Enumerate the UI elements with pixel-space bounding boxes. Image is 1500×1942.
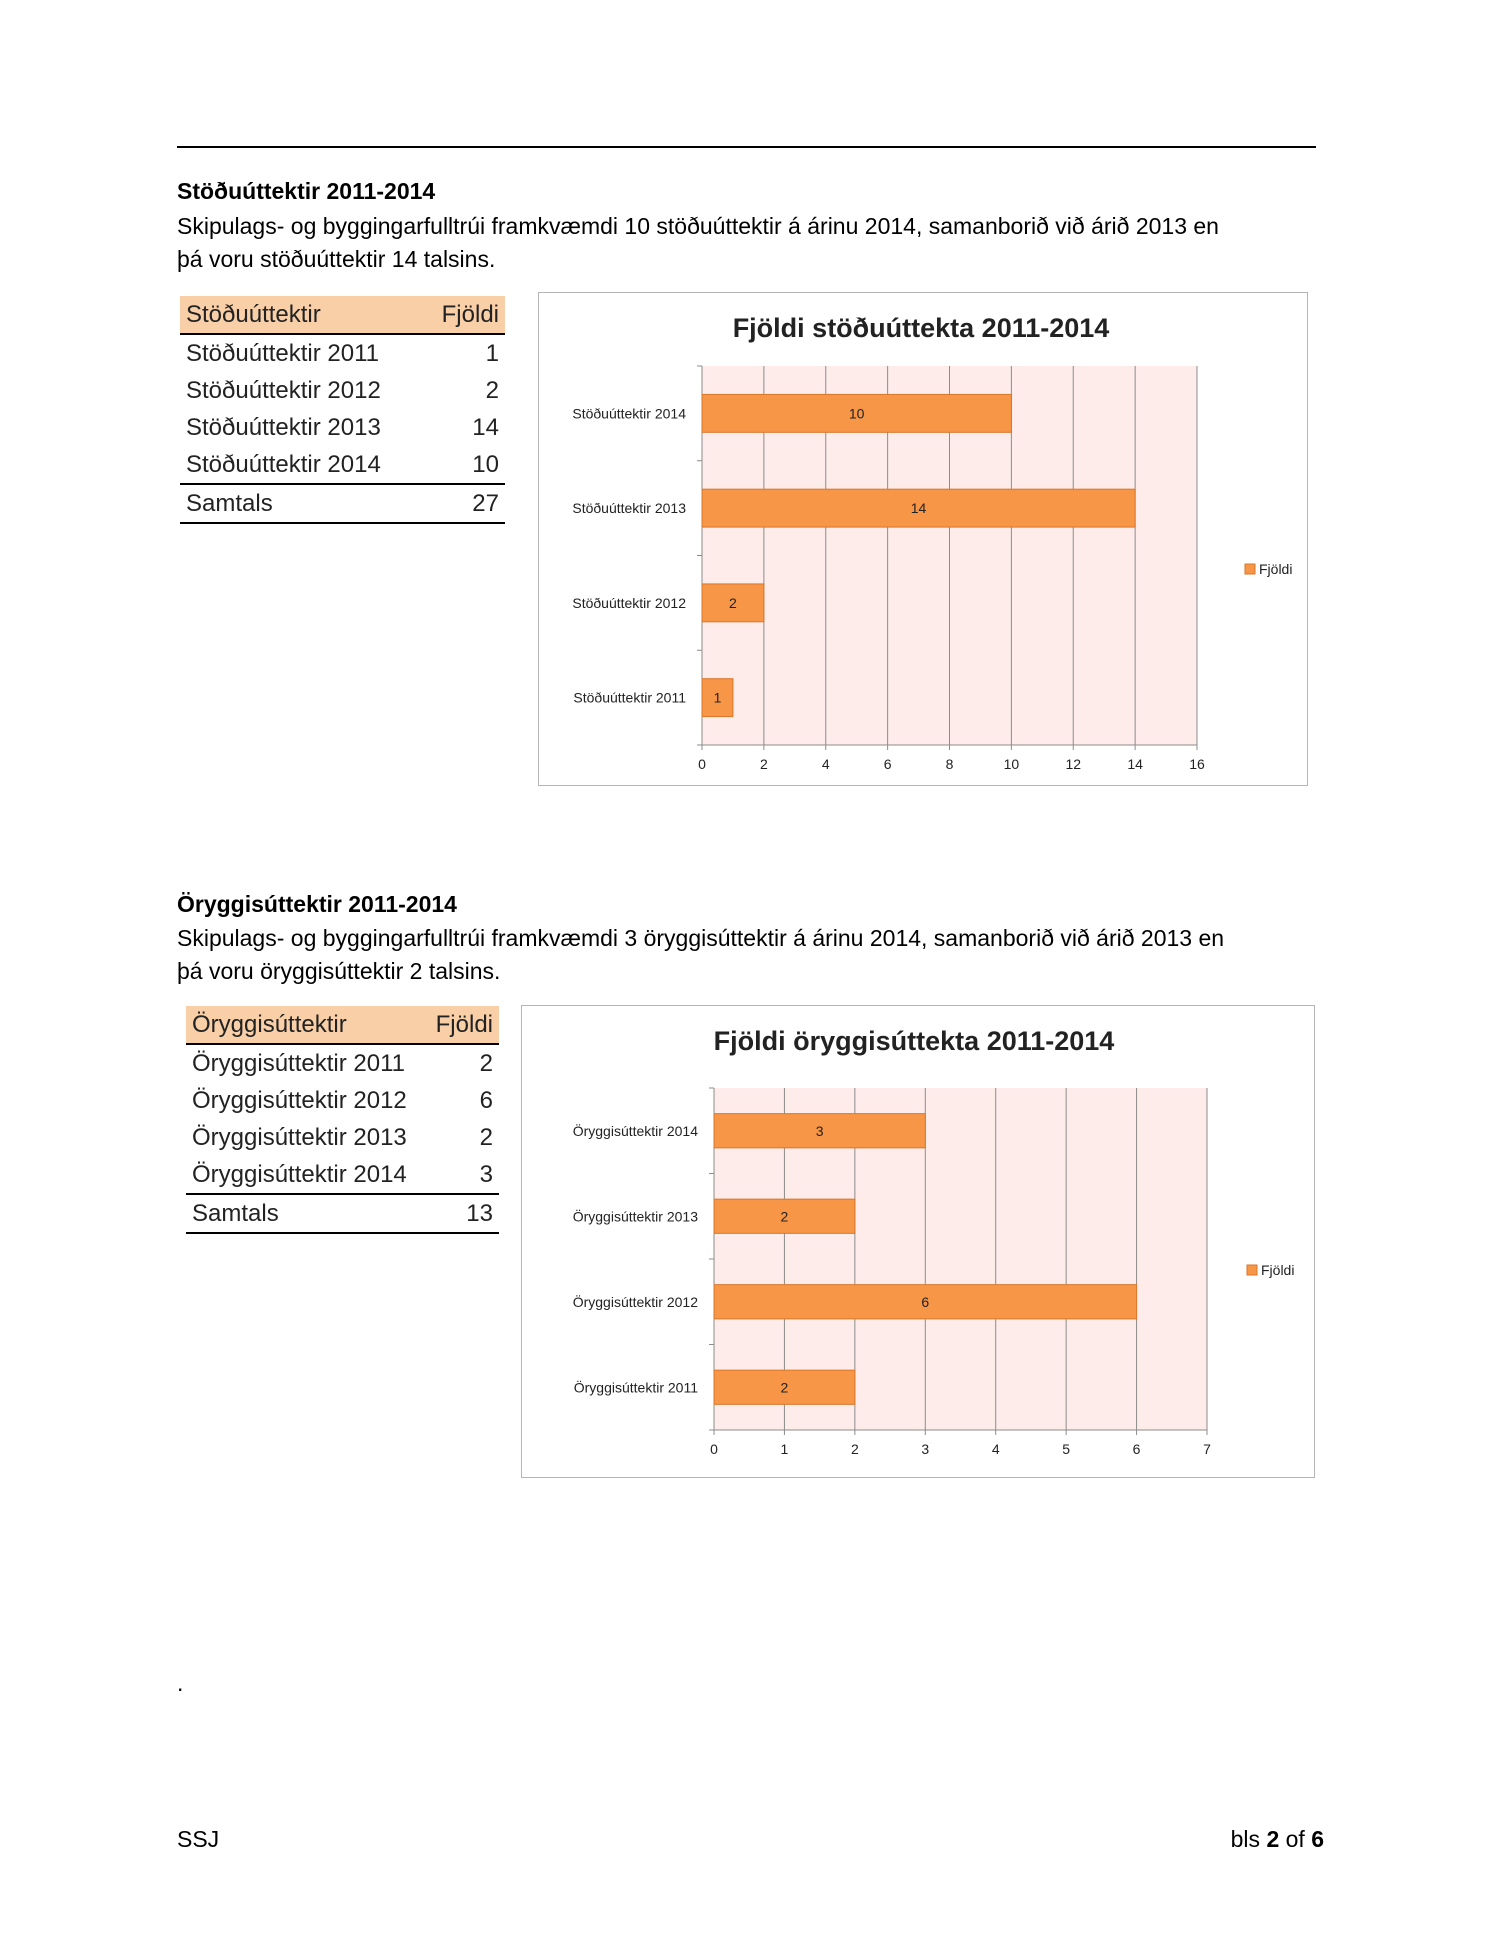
category-label: Stöðuúttektir 2014 xyxy=(572,405,686,422)
chart1-svg xyxy=(539,293,1307,785)
table-row xyxy=(180,372,505,409)
x-tick-label: 4 xyxy=(991,1441,1000,1457)
table-total-label: Samtals xyxy=(186,1194,426,1233)
table-row xyxy=(186,1044,499,1082)
data-label: 1 xyxy=(713,689,722,706)
x-tick-label: 14 xyxy=(1127,756,1143,772)
table-total-label: Samtals xyxy=(180,484,423,523)
chart-title: Fjöldi öryggisúttekta 2011-2014 xyxy=(713,1026,1115,1056)
section2-heading: Öryggisúttektir 2011-2014 xyxy=(177,891,457,917)
x-tick-label: 2 xyxy=(759,756,768,772)
table-cell-value: 2 xyxy=(479,1049,493,1077)
table-row xyxy=(180,446,505,484)
category-label: Öryggisúttektir 2011 xyxy=(573,1379,698,1396)
chart-title: Fjöldi stöðuúttekta 2011-2014 xyxy=(732,313,1110,343)
legend-swatch xyxy=(1245,564,1255,574)
chart2-svg xyxy=(522,1006,1314,1477)
table-total-value: 13 xyxy=(426,1194,499,1233)
table-cell-value: 2 xyxy=(479,1123,493,1151)
x-tick-label: 5 xyxy=(1062,1441,1071,1457)
x-tick-label: 0 xyxy=(698,756,706,772)
category-label: Öryggisúttektir 2013 xyxy=(572,1208,698,1225)
section1-heading: Stöðuúttektir 2011-2014 xyxy=(177,178,436,204)
page-current: 2 xyxy=(1266,1826,1280,1852)
table-cell-label: Stöðuúttektir 2014 xyxy=(186,450,381,478)
x-tick-label: 7 xyxy=(1203,1441,1211,1457)
legend-label: Fjöldi xyxy=(1259,561,1293,577)
table-cell-label: Stöðuúttektir 2013 xyxy=(186,413,381,441)
table-cell-value: 3 xyxy=(479,1160,493,1188)
section1-para-line1: Skipulags- og byggingarfulltrúi framkvæmdi 10 stöðuúttektir á árinu 2014, samanborið við árið 2013 en xyxy=(177,213,1219,239)
category-label: Öryggisúttektir 2014 xyxy=(572,1122,698,1139)
section1-paragraph xyxy=(177,210,1337,276)
x-tick-label: 3 xyxy=(921,1441,930,1457)
category-label: Stöðuúttektir 2011 xyxy=(573,689,686,706)
category-label: Stöðuúttektir 2013 xyxy=(572,500,686,517)
x-tick-label: 16 xyxy=(1189,756,1205,772)
x-tick-label: 2 xyxy=(850,1441,859,1457)
x-tick-label: 0 xyxy=(710,1441,718,1457)
table-header-value: Fjöldi xyxy=(423,296,505,334)
table-cell-value: 1 xyxy=(485,339,499,367)
data-label: 2 xyxy=(780,1379,789,1396)
section2-para-line1: Skipulags- og byggingarfulltrúi framkvæmdi 3 öryggisúttektir á árinu 2014, samanborið við árið 2013 en xyxy=(177,925,1225,951)
table-cell-value: 14 xyxy=(472,413,499,441)
table-header-label: Stöðuúttektir xyxy=(180,296,423,334)
chart1-container xyxy=(538,292,1308,786)
page-of: of xyxy=(1285,1826,1305,1852)
table-cell-label: Stöðuúttektir 2011 xyxy=(186,339,380,367)
table-cell-value: 2 xyxy=(485,376,499,404)
data-label: 2 xyxy=(780,1208,789,1225)
footer-page-number xyxy=(1231,1826,1324,1853)
table-row xyxy=(180,409,505,446)
table-header-label: Öryggisúttektir xyxy=(186,1006,426,1044)
table-header-value: Fjöldi xyxy=(426,1006,499,1044)
section2-paragraph xyxy=(177,922,1337,988)
section1-para-line2: þá voru stöðuúttektir 14 talsins. xyxy=(177,246,496,272)
category-label: Öryggisúttektir 2012 xyxy=(572,1293,698,1310)
x-tick-label: 10 xyxy=(1003,756,1020,772)
table-total-row xyxy=(186,1194,499,1233)
footer-author: SSJ xyxy=(177,1826,220,1852)
table-row xyxy=(180,334,505,372)
x-tick-label: 1 xyxy=(780,1441,789,1457)
table-total-value: 27 xyxy=(423,484,505,523)
table-row xyxy=(186,1119,499,1156)
table-row xyxy=(186,1082,499,1119)
x-tick-label: 8 xyxy=(945,756,954,772)
table-cell-label: Öryggisúttektir 2011 xyxy=(192,1049,405,1077)
data-label: 6 xyxy=(921,1293,930,1310)
x-tick-label: 4 xyxy=(821,756,830,772)
stray-dot: . xyxy=(177,1670,184,1696)
x-tick-label: 6 xyxy=(1132,1441,1141,1457)
top-rule xyxy=(177,146,1316,148)
table-cell-value: 6 xyxy=(479,1086,493,1114)
table-cell-value: 10 xyxy=(472,450,499,478)
table-total-row xyxy=(180,484,505,523)
table-header-row xyxy=(186,1006,499,1044)
section2-table xyxy=(186,1006,499,1234)
page-total: 6 xyxy=(1311,1826,1324,1852)
chart2-container xyxy=(521,1005,1315,1478)
legend-label: Fjöldi xyxy=(1261,1262,1295,1278)
table-header-row xyxy=(180,296,505,334)
category-label: Stöðuúttektir 2012 xyxy=(572,594,686,611)
table-cell-label: Öryggisúttektir 2014 xyxy=(192,1160,407,1188)
data-label: 10 xyxy=(848,405,865,422)
data-label: 14 xyxy=(910,500,927,517)
legend-swatch xyxy=(1247,1265,1257,1275)
table-cell-label: Öryggisúttektir 2012 xyxy=(192,1086,407,1114)
data-label: 2 xyxy=(729,594,737,611)
x-tick-label: 6 xyxy=(883,756,892,772)
data-label: 3 xyxy=(815,1122,824,1139)
table-row xyxy=(186,1156,499,1194)
section2-para-line2: þá voru öryggisúttektir 2 talsins. xyxy=(177,958,501,984)
x-tick-label: 12 xyxy=(1065,756,1082,772)
table-cell-label: Stöðuúttektir 2012 xyxy=(186,376,381,404)
table-cell-label: Öryggisúttektir 2013 xyxy=(192,1123,407,1151)
section1-table xyxy=(180,296,505,524)
page-prefix: bls xyxy=(1230,1826,1261,1852)
